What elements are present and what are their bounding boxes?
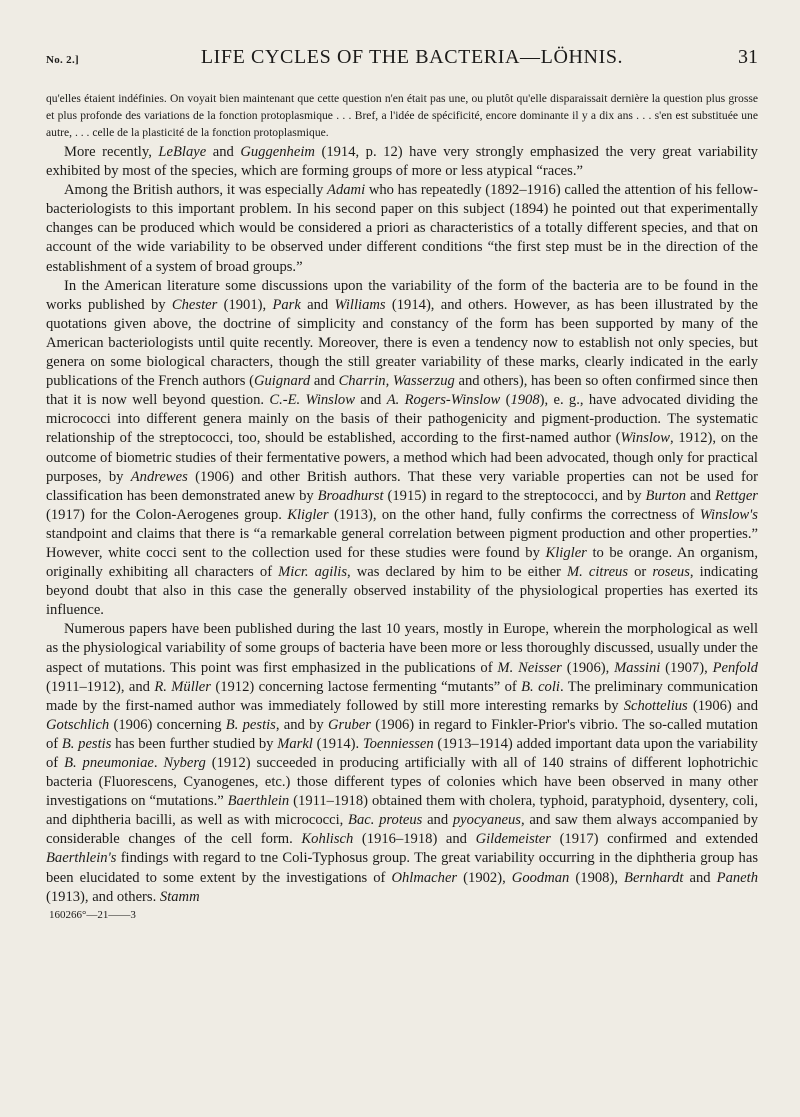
document-page — [46, 46, 758, 921]
paragraph-leblaye: More recently, LeBlaye and Guggenheim (1914, p. 12) have very strongly emphasized the very great variability exhibited by most of the species, which are forming groups of more or less atypical “races.” — [46, 144, 758, 180]
french-quotation: qu'elles étaient indéfinies. On voyait bien maintenant que cette question n'en était pas une, ou plutôt qu'elle disparaissait dernière la question plus grosse et plus profonde des variations de la fonction protoplasmique . . . Bref, a l'idée de spécificité, encore dominante il y a dix ans . . . s'en est substituée une autre, . . . celle de la plasticité de la fonction protoplasmique. — [46, 92, 758, 139]
printer-signature-code: 160266°—21——3 — [49, 908, 136, 921]
paragraph-british-authors: Among the British authors, it was especially Adami who has repeatedly (1892–1916) called the attention of his fellow-bacteriologists to this important problem. In his second paper on this subject (1894) he pointed out that experimentally changes can be produced which would be considered a priori as characteristics of a totally different species, and that on account of the wide variability to be observed under different conditions “the first step must be in the direction of the establishment of a system of broad groups.” — [46, 182, 758, 275]
running-title: LIFE CYCLES OF THE BACTERIA—LÖHNIS. — [200, 46, 624, 68]
issue-number: No. 2.] — [46, 54, 79, 66]
paragraph-american-literature: In the American literature some discussions upon the variability of the form of the bacteria are to be found in the works published by Chester (1901), Park and Williams (1914), and others. However, as has been illustrated by the quotations given above, the doctrine of simplicity and constancy of the form has been supported by many of the American bacteriologists until quite recently. Moreover, there is even a tendency now to establish not only species, but genera on some biological characters, though the still greater variability of these marks, clearly indicated in the early publications of the French authors (Guignard and Charrin, Wasserzug and others), has been so often confirmed since then that it is now well beyond question. C.-E. Winslow and A. Rogers-Winslow (1908), e. g., have advocated dividing the micrococci into different genera mainly on the basis of their pathogenicity and pigment-production. The systematic relationship of the streptococci, too, should be established, according to the first-named author (Winslow, 1912), on the outcome of biometric studies of their fermentative powers, a method which had been advocated, though only for practical purposes, by Andrewes (1906) and other British authors. That these very variable properties can not be used for classification has been demonstrated anew by Broadhurst (1915) in regard to the streptococci, and by Burton and Rettger (1917) for the Colon-Aerogenes group. Kligler (1913), on the other hand, fully confirms the correctness of Winslow's standpoint and claims that there is “a remarkable general correlation between pigment production and other properties.” However, white cocci sent to the collection used for these studies were found by Kligler to be orange. An organism, originally exhibiting all characters of Micr. agilis, was declared by him to be either M. citreus or roseus, indicating beyond doubt that also in this case the generally observed instability of the physiological properties has exerted its influence. — [46, 277, 759, 619]
body-text — [46, 143, 758, 907]
running-header — [46, 46, 758, 86]
paragraph-mutations: Numerous papers have been published during the last 10 years, mostly in Europe, wherein the morphological as well as the physiological variability of some groups of bacteria have been more or less thoroughly discussed, usually under the aspect of mutations. This point was first emphasized in the publications of M. Neisser (1906), Massini (1907), Penfold (1911–1912), and R. Müller (1912) concerning lactose fermenting “mutants” of B. coli. The preliminary communication made by the first-named author was immediately followed by still more interesting remarks by Schottelius (1906) and Gotschlich (1906) concerning B. pestis, and by Gruber (1906) in regard to Finkler-Prior's vibrio. The so-called mutation of B. pestis has been further studied by Markl (1914). Toenniessen (1913–1914) added important data upon the variability of B. pneumoniae. Nyberg (1912) succeeded in producing artificially with all of 140 strains of different lophotrichic bacteria (Fluorescens, Cyanogenes, etc.) those different types of colonies which have been observed in many other investigations on “mutations.” Baerthlein (1911–1918) obtained them with cholera, typhoid, paratyphoid, dysentery, coli, and diphtheria bacilli, as well as with micrococci, Bac. proteus and pyocyaneus, and saw them always accompanied by considerable changes of the cell form. Kohlisch (1916–1918) and Gildemeister (1917) confirmed and extended Baerthlein's findings with regard to tne Coli-Typhosus group. The great variability occurring in the diphtheria group has been elucidated to some extent by the investigations of Ohlmacher (1902), Goodman (1908), Bernhardt and Paneth (1913), and others. Stamm — [46, 621, 759, 905]
page-number: 31 — [738, 46, 758, 68]
